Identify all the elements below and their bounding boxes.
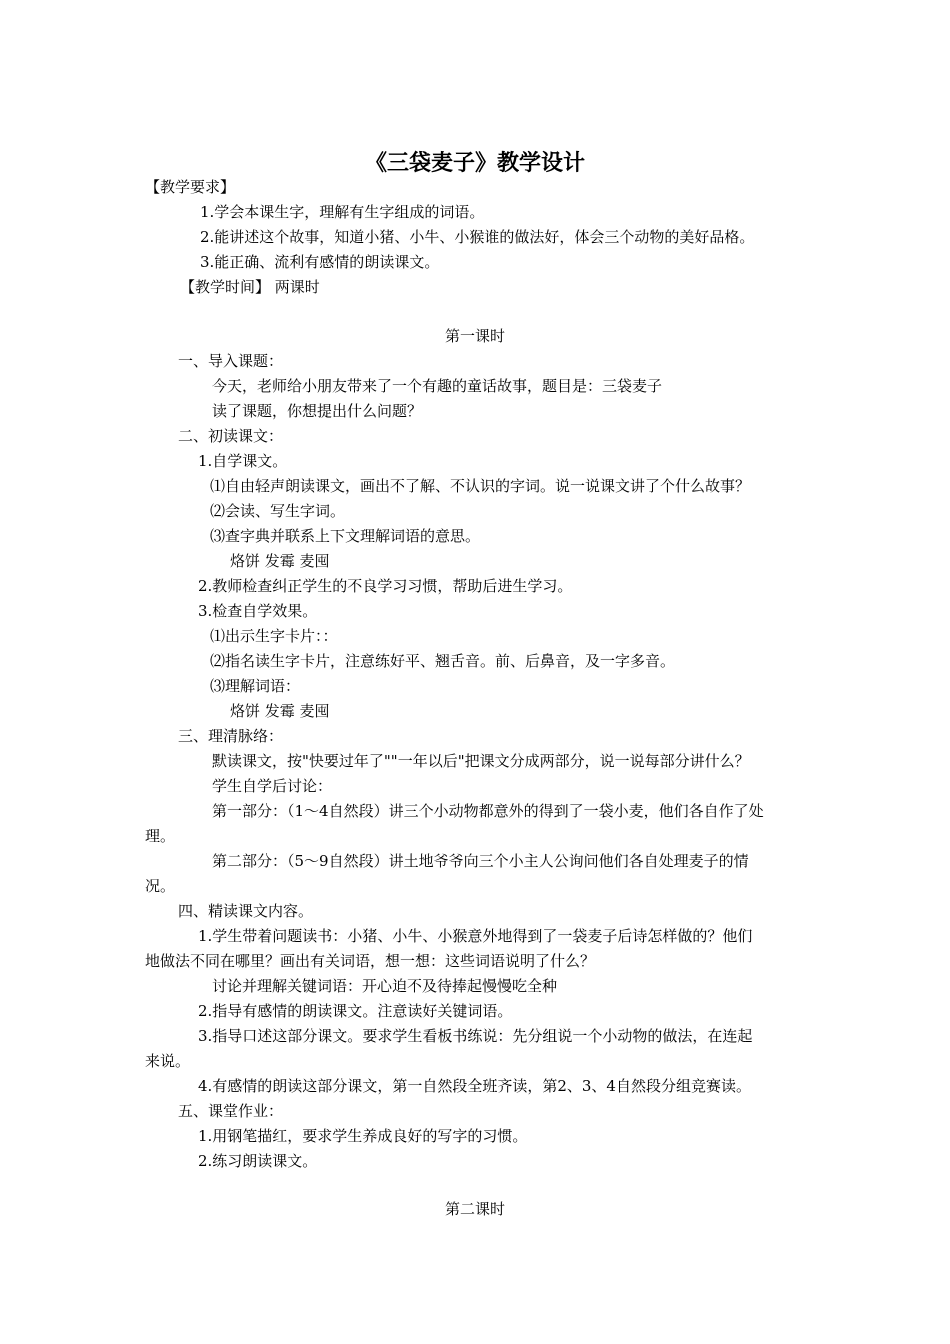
paragraph: 讨论并理解关键词语：开心迫不及待捧起慢慢吃全种 [212,977,558,995]
requirement-item: 3.能正确、流利有感情的朗读课文。 [200,253,440,271]
sub-item: ⑴出示生字卡片：： [210,627,338,645]
step-heading: 一、导入课题： [178,352,284,370]
requirement-item: 1.学会本课生字，理解有生字组成的词语。 [200,203,485,221]
list-item: 1.自学课文。 [198,452,288,470]
sub-item: ⑵会读、写生字词。 [210,502,346,520]
step-heading: 四、精读课文内容。 [178,902,314,920]
step-heading: 五、课堂作业： [178,1102,284,1120]
section-heading-requirements: 【教学要求】 [145,178,236,196]
paragraph: 第二部分：（5～9自然段）讲土地爷爷向三个小主人公询问他们各自处理麦子的情 [212,852,749,870]
paragraph: 学生自学后讨论： [212,777,333,795]
sub-item: ⑶理解词语： [210,677,301,695]
list-item: 1.用钢笔描红，要求学生养成良好的写字的习惯。 [198,1127,528,1145]
list-item: 4.有感情的朗读这部分课文，第一自然段全班齐读，第2、3、4自然段分组竞赛读。 [198,1077,751,1095]
paragraph-continuation: 况。 [145,877,176,895]
word-list: 烙饼 发霉 麦囤 [230,552,330,570]
paragraph: 默读课文，按"快要过年了""一年以后"把课文分成两部分，说一说每部分讲什么？ [212,752,750,770]
paragraph-continuation: 地做法不同在哪里？画出有关词语，想一想：这些词语说明了什么？ [145,952,596,970]
word-list: 烙饼 发霉 麦囤 [230,702,330,720]
list-item: 2.教师检查纠正学生的不良学习习惯，帮助后进生学习。 [198,577,573,595]
paragraph-continuation: 来说。 [145,1052,191,1070]
paragraph: 读了课题，你想提出什么问题？ [212,402,423,420]
paragraph: 今天，老师给小朋友带来了一个有趣的童话故事，题目是：三袋麦子 [212,377,663,395]
paragraph: 第一部分：（1～4自然段）讲三个小动物都意外的得到了一袋小麦，他们各自作了处 [212,802,764,820]
requirement-item: 2.能讲述这个故事，知道小猪、小牛、小猴谁的做法好，体会三个动物的美好品格。 [200,228,755,246]
lesson-heading-second: 第二课时 [444,1200,505,1218]
list-item: 3.指导口述这部分课文。要求学生看板书练说：先分组说一个小动物的做法，在连起 [198,1027,753,1045]
step-heading: 三、理清脉络： [178,727,284,745]
section-heading-time: 【教学时间】 两课时 [180,278,320,296]
sub-item: ⑴自由轻声朗读课文，画出不了解、不认识的字词。说一说课文讲了个什么故事？ [210,477,751,495]
list-item: 2.指导有感情的朗读课文。注意读好关键词语。 [198,1002,513,1020]
document-title: 《三袋麦子》教学设计 [364,150,585,176]
sub-item: ⑵指名读生字卡片，注意练好平、翘舌音。前、后鼻音，及一字多音。 [210,652,676,670]
list-item: 1.学生带着问题读书：小猪、小牛、小猴意外地得到了一袋麦子后诗怎样做的？他们 [198,927,753,945]
list-item: 3.检查自学效果。 [198,602,318,620]
sub-item: ⑶查字典并联系上下文理解词语的意思。 [210,527,481,545]
paragraph-continuation: 理。 [145,827,176,845]
step-heading: 二、初读课文： [178,427,284,445]
lesson-heading-first: 第一课时 [444,327,505,345]
list-item: 2.练习朗读课文。 [198,1152,318,1170]
